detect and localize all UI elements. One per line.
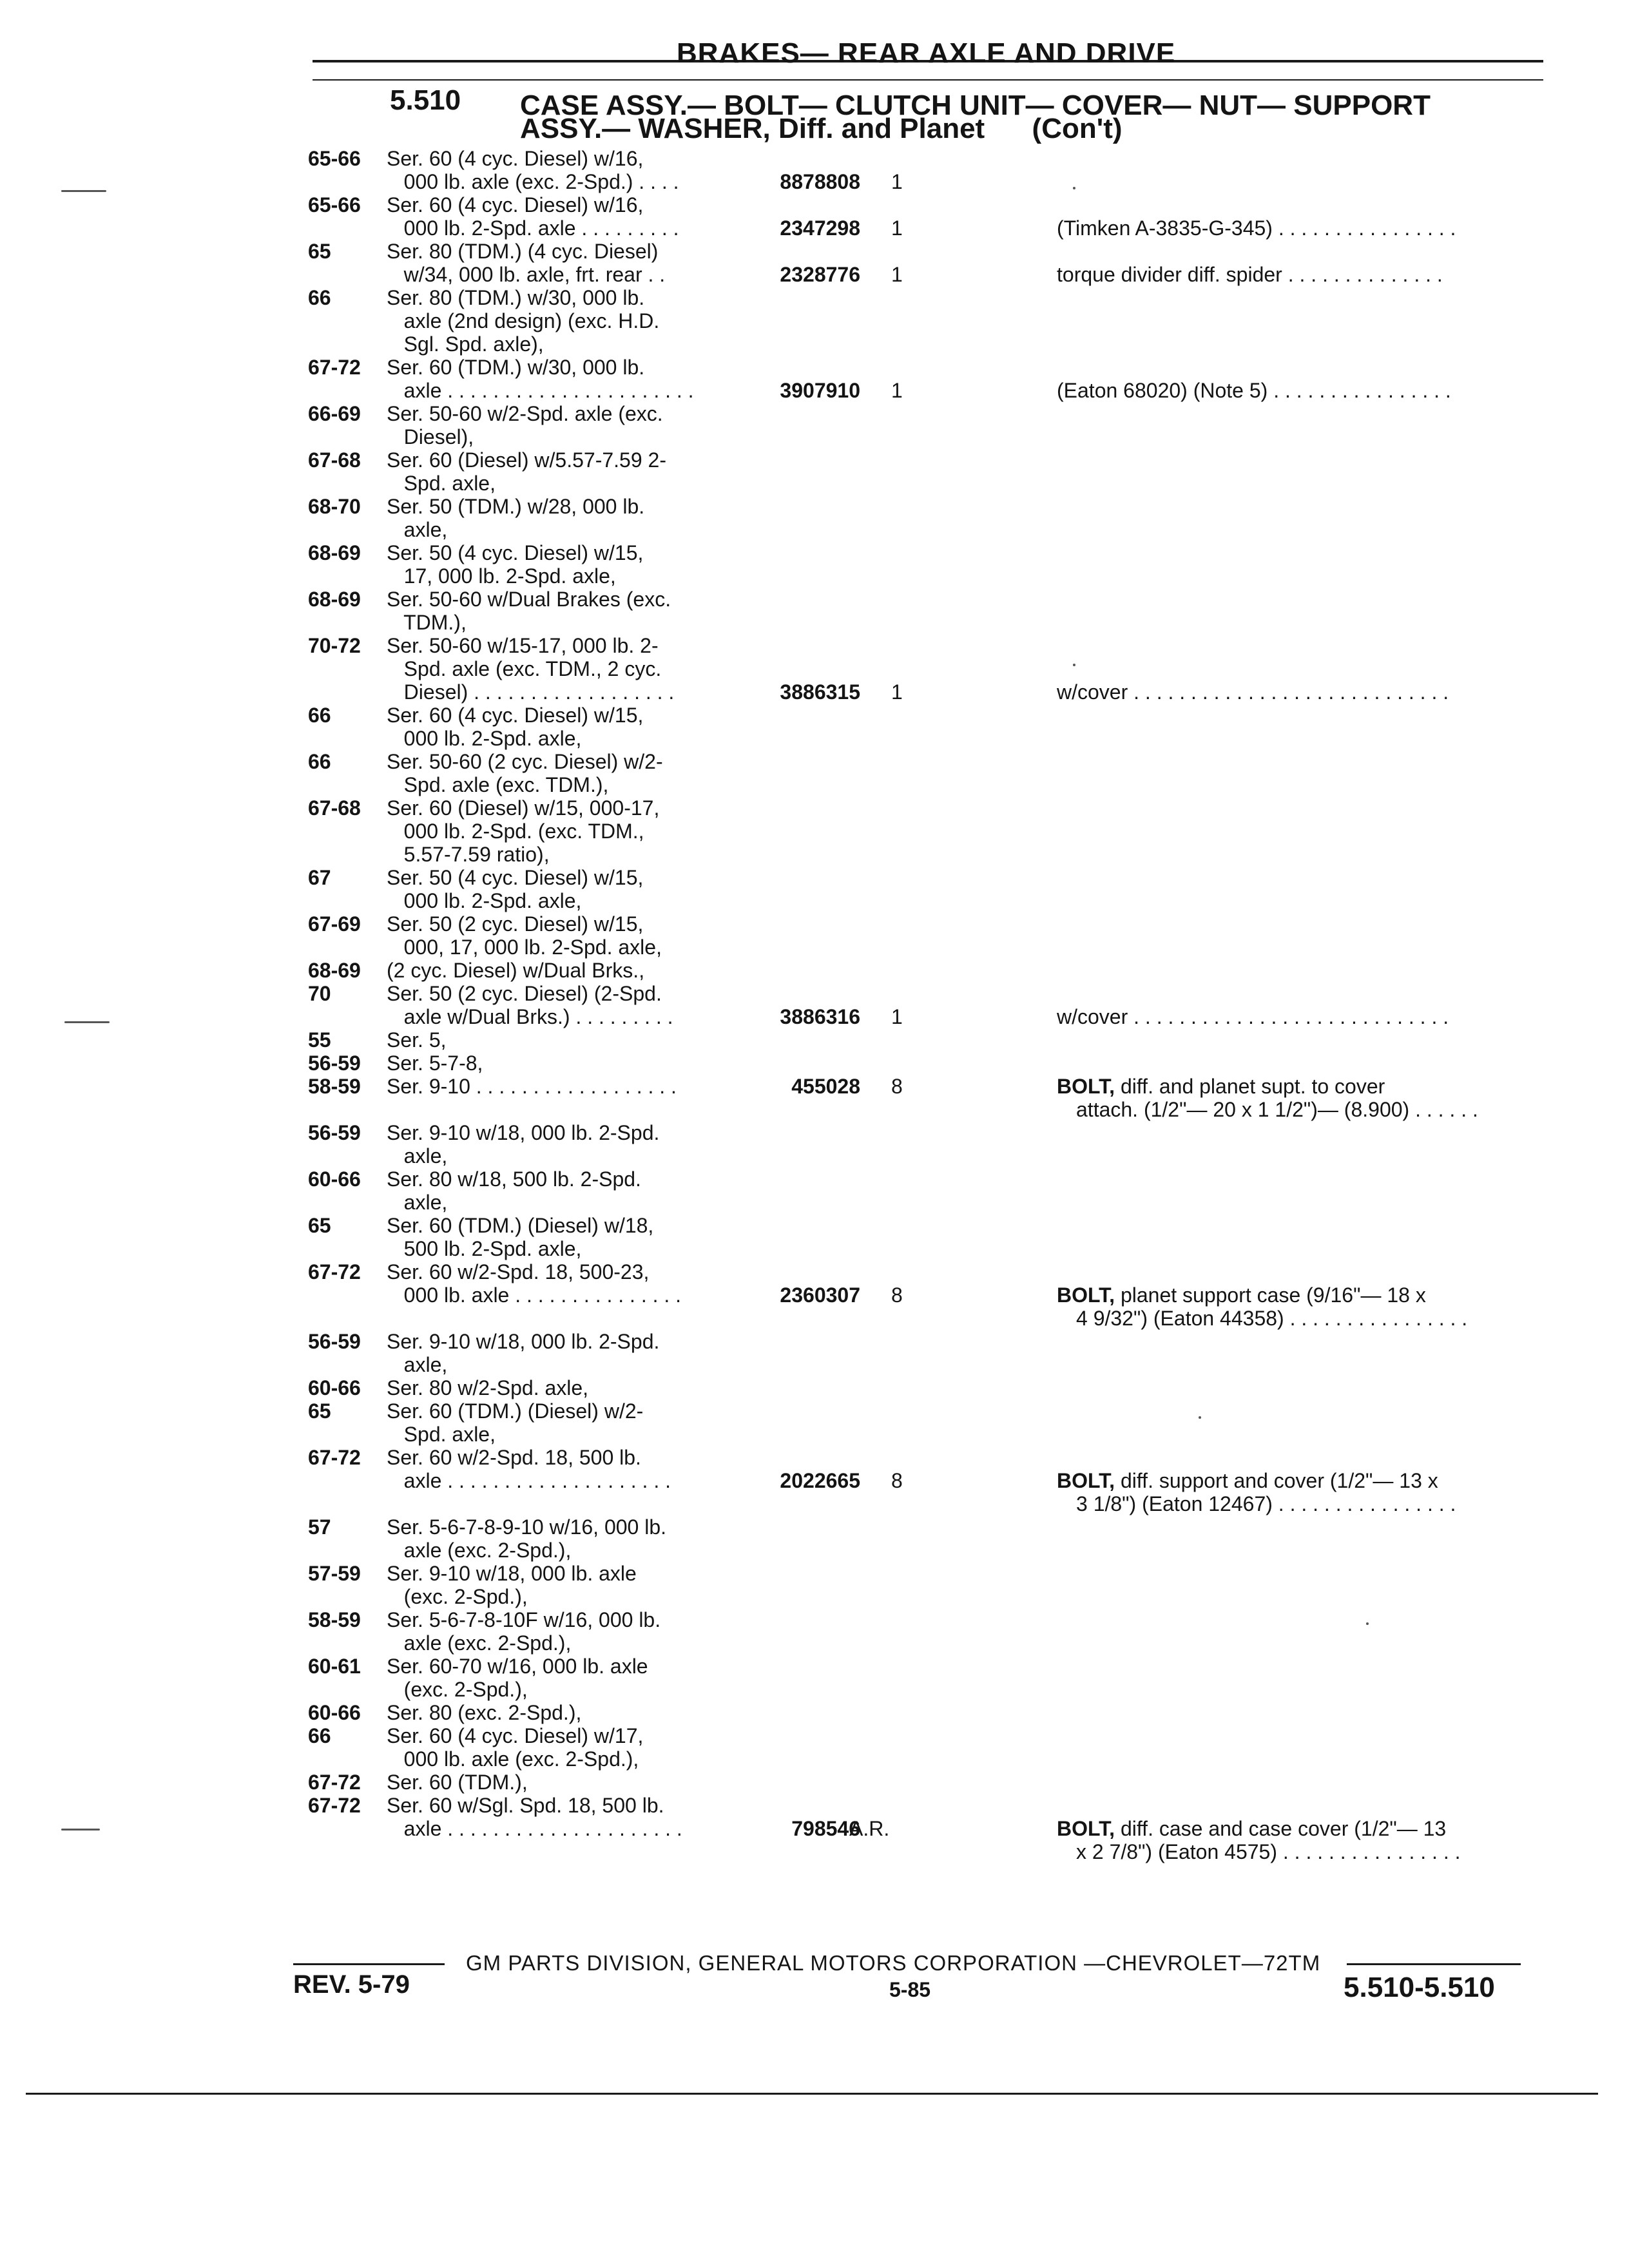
model-year: 56-59 [308, 1052, 361, 1075]
table-row [0, 1423, 1629, 1446]
table-row [0, 1191, 1629, 1214]
bottom-rule [26, 2093, 1598, 2095]
application: 000, 17, 000 lb. 2-Spd. axle, [387, 936, 662, 959]
table-row [0, 912, 1629, 936]
table-row [0, 541, 1629, 564]
description [1057, 216, 1456, 240]
table-row [0, 356, 1629, 379]
application: 000 lb. 2-Spd. axle, [387, 889, 582, 912]
model-year: 67-68 [308, 796, 361, 820]
table-row [0, 1005, 1629, 1028]
description [1057, 1283, 1426, 1307]
footer-rule-right [1347, 1963, 1521, 1965]
model-year: 56-59 [308, 1330, 361, 1353]
page-title: BRAKES— REAR AXLE AND DRIVE [677, 37, 1176, 69]
model-year: 70-72 [308, 634, 361, 657]
description [1057, 1469, 1438, 1492]
section-number: 5.510 [390, 84, 461, 116]
table-row [0, 1631, 1629, 1655]
part-number: 2328776 [780, 263, 860, 286]
part-number: 8878808 [780, 170, 860, 193]
application: axle, [387, 518, 448, 541]
section-title-line-1: CASE ASSY.— BOLT— CLUTCH UNIT— COVER— NUT— SUPPORT [520, 90, 1431, 121]
header-rule-2 [313, 79, 1543, 81]
table-row [0, 1469, 1629, 1515]
model-year: 57-59 [308, 1562, 361, 1585]
application: Ser. 9-10 w/18, 000 lb. axle [387, 1562, 637, 1585]
scan-speck [1199, 1416, 1201, 1419]
application: Ser. 80 w/2-Spd. axle, [387, 1376, 589, 1399]
table-row [0, 147, 1629, 170]
model-year: 60-66 [308, 1376, 361, 1399]
table-row [0, 1446, 1629, 1469]
description-continued: x 2 7/8") (Eaton 4575) . . . . . . . . . . . . . . . . [1076, 1840, 1461, 1863]
quantity: 1 [891, 680, 903, 704]
application: Ser. 9-10 . . . . . . . . . . . . . . . . . . [387, 1075, 677, 1098]
application: Ser. 80 (TDM.) (4 cyc. Diesel) [387, 240, 659, 263]
table-row [0, 564, 1629, 588]
table-row [0, 611, 1629, 634]
application: Ser. 60 (Diesel) w/5.57-7.59 2- [387, 448, 666, 472]
table-row [0, 982, 1629, 1005]
model-year: 60-61 [308, 1655, 361, 1678]
table-row [0, 1144, 1629, 1168]
model-year: 67-72 [308, 356, 361, 379]
part-number: 798546 [791, 1817, 860, 1840]
table-row [0, 704, 1629, 727]
table-row [0, 1817, 1629, 1863]
application: 000 lb. axle . . . . . . . . . . . . . . . [387, 1283, 682, 1307]
table-row [0, 309, 1629, 332]
description-text: diff. case and case cover (1/2"— 13 [1115, 1817, 1447, 1840]
table-row [0, 1075, 1629, 1121]
application: axle, [387, 1353, 448, 1376]
description [1057, 263, 1443, 286]
application: axle (2nd design) (exc. H.D. [387, 309, 660, 332]
model-year: 67-72 [308, 1260, 361, 1283]
application: Ser. 50 (4 cyc. Diesel) w/15, [387, 541, 644, 564]
model-year: 70 [308, 982, 331, 1005]
table-row [0, 263, 1629, 286]
table-row [0, 866, 1629, 889]
table-row [0, 1771, 1629, 1794]
description-text: w/cover . . . . . . . . . . . . . . . . . . . . . . . . . . . . [1057, 1005, 1449, 1028]
application: Ser. 50 (2 cyc. Diesel) w/15, [387, 912, 644, 936]
application: (exc. 2-Spd.), [387, 1678, 528, 1701]
quantity: A.R. [849, 1817, 890, 1840]
model-year: 67-72 [308, 1794, 361, 1817]
description-text: (Eaton 68020) (Note 5) . . . . . . . . . . . . . . . . [1057, 379, 1451, 402]
description-text: w/cover . . . . . . . . . . . . . . . . . . . . . . . . . . . . [1057, 680, 1449, 704]
application: Sgl. Spd. axle), [387, 332, 544, 356]
model-year: 68-69 [308, 959, 361, 982]
table-row [0, 820, 1629, 843]
model-year: 55 [308, 1028, 331, 1052]
table-row [0, 634, 1629, 657]
application: Ser. 60 (4 cyc. Diesel) w/16, [387, 147, 644, 170]
application: Ser. 5-7-8, [387, 1052, 483, 1075]
scan-speck [61, 1829, 100, 1831]
application: Ser. 60 w/2-Spd. 18, 500-23, [387, 1260, 650, 1283]
model-year: 60-66 [308, 1168, 361, 1191]
application: axle . . . . . . . . . . . . . . . . . . . . . [387, 1817, 682, 1840]
description [1057, 1005, 1449, 1028]
application: Ser. 60 w/2-Spd. 18, 500 lb. [387, 1446, 641, 1469]
table-row [0, 1098, 1629, 1121]
application: axle . . . . . . . . . . . . . . . . . . . . [387, 1469, 671, 1492]
table-row [0, 1376, 1629, 1399]
table-row [0, 657, 1629, 680]
table-row [0, 1492, 1629, 1515]
description-continued: 4 9/32") (Eaton 44358) . . . . . . . . . . . . . . . . [1076, 1307, 1468, 1330]
table-row [0, 773, 1629, 796]
table-row [0, 959, 1629, 982]
revision: REV. 5-79 [293, 1970, 410, 1999]
model-year: 68-69 [308, 588, 361, 611]
table-row [0, 1214, 1629, 1237]
model-year: 57 [308, 1515, 331, 1539]
quantity: 8 [891, 1469, 903, 1492]
quantity: 8 [891, 1283, 903, 1307]
table-row [0, 1724, 1629, 1747]
section-title-line-2: ASSY.— WASHER, Diff. and Planet (Con't) [520, 113, 1123, 144]
application: Ser. 60 (4 cyc. Diesel) w/16, [387, 193, 644, 216]
application: Ser. 5-6-7-8-10F w/16, 000 lb. [387, 1608, 661, 1631]
description-continued: attach. (1/2"— 20 x 1 1/2")— (8.900) . . . . . . [1076, 1098, 1478, 1121]
application: axle, [387, 1191, 448, 1214]
quantity: 1 [891, 170, 903, 193]
table-row [0, 1562, 1629, 1585]
application: 000 lb. 2-Spd. (exc. TDM., [387, 820, 644, 843]
table-row [0, 1399, 1629, 1423]
table-row [0, 286, 1629, 309]
scan-speck [1366, 1622, 1369, 1625]
quantity: 1 [891, 379, 903, 402]
footer-corporation: GM PARTS DIVISION, GENERAL MOTORS CORPORATION —CHEVROLET—72TM [466, 1951, 1321, 1975]
quantity: 1 [891, 1005, 903, 1028]
application: (2 cyc. Diesel) w/Dual Brks., [387, 959, 645, 982]
table-row [0, 448, 1629, 472]
model-year: 65 [308, 240, 331, 263]
part-number: 2022665 [780, 1469, 860, 1492]
part-name: BOLT, [1057, 1469, 1115, 1492]
description [1057, 1075, 1385, 1098]
application: 000 lb. 2-Spd. axle, [387, 727, 582, 750]
application: Ser. 60 w/Sgl. Spd. 18, 500 lb. [387, 1794, 664, 1817]
application: Ser. 60 (TDM.) w/30, 000 lb. [387, 356, 645, 379]
table-row [0, 1307, 1629, 1330]
quantity: 1 [891, 216, 903, 240]
application: 5.57-7.59 ratio), [387, 843, 550, 866]
model-year: 56-59 [308, 1121, 361, 1144]
table-row [0, 472, 1629, 495]
part-name: BOLT, [1057, 1817, 1115, 1840]
model-year: 67-69 [308, 912, 361, 936]
table-row [0, 332, 1629, 356]
part-number: 2347298 [780, 216, 860, 240]
application: w/34, 000 lb. axle, frt. rear . . [387, 263, 666, 286]
model-year: 66-69 [308, 402, 361, 425]
table-row [0, 1168, 1629, 1191]
table-row [0, 1330, 1629, 1353]
model-year: 68-70 [308, 495, 361, 518]
application: 17, 000 lb. 2-Spd. axle, [387, 564, 616, 588]
table-row [0, 495, 1629, 518]
application: (exc. 2-Spd.), [387, 1585, 528, 1608]
table-row [0, 1121, 1629, 1144]
scan-speck [1073, 187, 1075, 189]
part-number: 3907910 [780, 379, 860, 402]
application: Ser. 50 (TDM.) w/28, 000 lb. [387, 495, 645, 518]
table-row [0, 1701, 1629, 1724]
application: axle . . . . . . . . . . . . . . . . . . . . . . [387, 379, 694, 402]
part-number: 2360307 [780, 1283, 860, 1307]
application: Ser. 60 (4 cyc. Diesel) w/17, [387, 1724, 644, 1747]
table-row [0, 796, 1629, 820]
model-year: 67-72 [308, 1446, 361, 1469]
table-row [0, 170, 1629, 193]
application: Ser. 60-70 w/16, 000 lb. axle [387, 1655, 648, 1678]
table-row [0, 936, 1629, 959]
table-row [0, 750, 1629, 773]
table-row [0, 1585, 1629, 1608]
application: Ser. 9-10 w/18, 000 lb. 2-Spd. [387, 1330, 660, 1353]
application: Ser. 50 (4 cyc. Diesel) w/15, [387, 866, 644, 889]
application: Ser. 60 (TDM.) (Diesel) w/2- [387, 1399, 644, 1423]
application: 000 lb. axle (exc. 2-Spd.) . . . . [387, 170, 679, 193]
description-text: diff. and planet supt. to cover [1115, 1075, 1385, 1098]
model-year: 58-59 [308, 1075, 361, 1098]
table-row [0, 193, 1629, 216]
model-year: 65-66 [308, 193, 361, 216]
application: Ser. 50 (2 cyc. Diesel) (2-Spd. [387, 982, 662, 1005]
model-year: 65 [308, 1214, 331, 1237]
table-row [0, 379, 1629, 402]
section-range: 5.510-5.510 [1344, 1972, 1495, 2003]
application: axle, [387, 1144, 448, 1168]
table-row [0, 588, 1629, 611]
application: Ser. 5, [387, 1028, 447, 1052]
description-text: (Timken A-3835-G-345) . . . . . . . . . . . . . . . . [1057, 216, 1456, 240]
scan-speck [61, 190, 106, 192]
model-year: 67 [308, 866, 331, 889]
table-row [0, 843, 1629, 866]
model-year: 66 [308, 286, 331, 309]
application: Ser. 50-60 w/Dual Brakes (exc. [387, 588, 671, 611]
application: Spd. axle (exc. TDM., 2 cyc. [387, 657, 662, 680]
table-row [0, 402, 1629, 425]
table-row [0, 425, 1629, 448]
table-row [0, 1028, 1629, 1052]
description [1057, 1817, 1446, 1840]
model-year: 66 [308, 704, 331, 727]
table-row [0, 1678, 1629, 1701]
application: Ser. 80 (exc. 2-Spd.), [387, 1701, 582, 1724]
table-row [0, 518, 1629, 541]
model-year: 60-66 [308, 1701, 361, 1724]
model-year: 66 [308, 1724, 331, 1747]
application: axle (exc. 2-Spd.), [387, 1539, 572, 1562]
description-text: planet support case (9/16"— 18 x [1115, 1283, 1426, 1307]
application: 500 lb. 2-Spd. axle, [387, 1237, 582, 1260]
application: Ser. 9-10 w/18, 000 lb. 2-Spd. [387, 1121, 660, 1144]
application: 000 lb. axle (exc. 2-Spd.), [387, 1747, 639, 1771]
description [1057, 379, 1451, 402]
part-number: 3886316 [780, 1005, 860, 1028]
application: 000 lb. 2-Spd. axle . . . . . . . . . [387, 216, 679, 240]
table-row [0, 216, 1629, 240]
table-row [0, 1237, 1629, 1260]
table-row [0, 240, 1629, 263]
application: Diesel), [387, 425, 474, 448]
model-year: 67-68 [308, 448, 361, 472]
application: Ser. 60 (Diesel) w/15, 000-17, [387, 796, 660, 820]
model-year: 68-69 [308, 541, 361, 564]
table-row [0, 1655, 1629, 1678]
application: Ser. 50-60 w/15-17, 000 lb. 2- [387, 634, 659, 657]
description-continued: 3 1/8") (Eaton 12467) . . . . . . . . . . . . . . . . [1076, 1492, 1456, 1515]
application: Ser. 60 (4 cyc. Diesel) w/15, [387, 704, 644, 727]
page-number: 5-85 [889, 1978, 931, 2001]
table-row [0, 1539, 1629, 1562]
model-year: 65-66 [308, 147, 361, 170]
quantity: 1 [891, 263, 903, 286]
table-row [0, 889, 1629, 912]
scan-speck [64, 1021, 110, 1023]
part-number: 3886315 [780, 680, 860, 704]
table-row [0, 727, 1629, 750]
application: Ser. 60 (TDM.), [387, 1771, 528, 1794]
footer-rule-left [293, 1963, 445, 1965]
model-year: 58-59 [308, 1608, 361, 1631]
table-row [0, 1608, 1629, 1631]
application: Ser. 5-6-7-8-9-10 w/16, 000 lb. [387, 1515, 667, 1539]
application: Ser. 80 w/18, 500 lb. 2-Spd. [387, 1168, 641, 1191]
table-row [0, 1260, 1629, 1283]
part-name: BOLT, [1057, 1075, 1115, 1098]
model-year: 65 [308, 1399, 331, 1423]
description [1057, 680, 1449, 704]
description-text: diff. support and cover (1/2"— 13 x [1115, 1469, 1438, 1492]
table-row [0, 1283, 1629, 1330]
model-year: 67-72 [308, 1771, 361, 1794]
table-row [0, 1515, 1629, 1539]
table-row [0, 1747, 1629, 1771]
application: Diesel) . . . . . . . . . . . . . . . . . . [387, 680, 675, 704]
application: Ser. 50-60 w/2-Spd. axle (exc. [387, 402, 663, 425]
application: TDM.), [387, 611, 467, 634]
quantity: 8 [891, 1075, 903, 1098]
application: Ser. 80 (TDM.) w/30, 000 lb. [387, 286, 645, 309]
model-year: 66 [308, 750, 331, 773]
description-text: torque divider diff. spider . . . . . . . . . . . . . . [1057, 263, 1443, 286]
application: Spd. axle, [387, 472, 496, 495]
table-row [0, 680, 1629, 704]
application: Spd. axle (exc. TDM.), [387, 773, 609, 796]
scan-speck [1073, 664, 1075, 666]
application: Ser. 60 (TDM.) (Diesel) w/18, [387, 1214, 654, 1237]
part-name: BOLT, [1057, 1283, 1115, 1307]
table-row [0, 1794, 1629, 1817]
application: axle (exc. 2-Spd.), [387, 1631, 572, 1655]
table-row [0, 1052, 1629, 1075]
part-number: 455028 [791, 1075, 860, 1098]
table-row [0, 1353, 1629, 1376]
application: Spd. axle, [387, 1423, 496, 1446]
application: Ser. 50-60 (2 cyc. Diesel) w/2- [387, 750, 663, 773]
application: axle w/Dual Brks.) . . . . . . . . . [387, 1005, 673, 1028]
